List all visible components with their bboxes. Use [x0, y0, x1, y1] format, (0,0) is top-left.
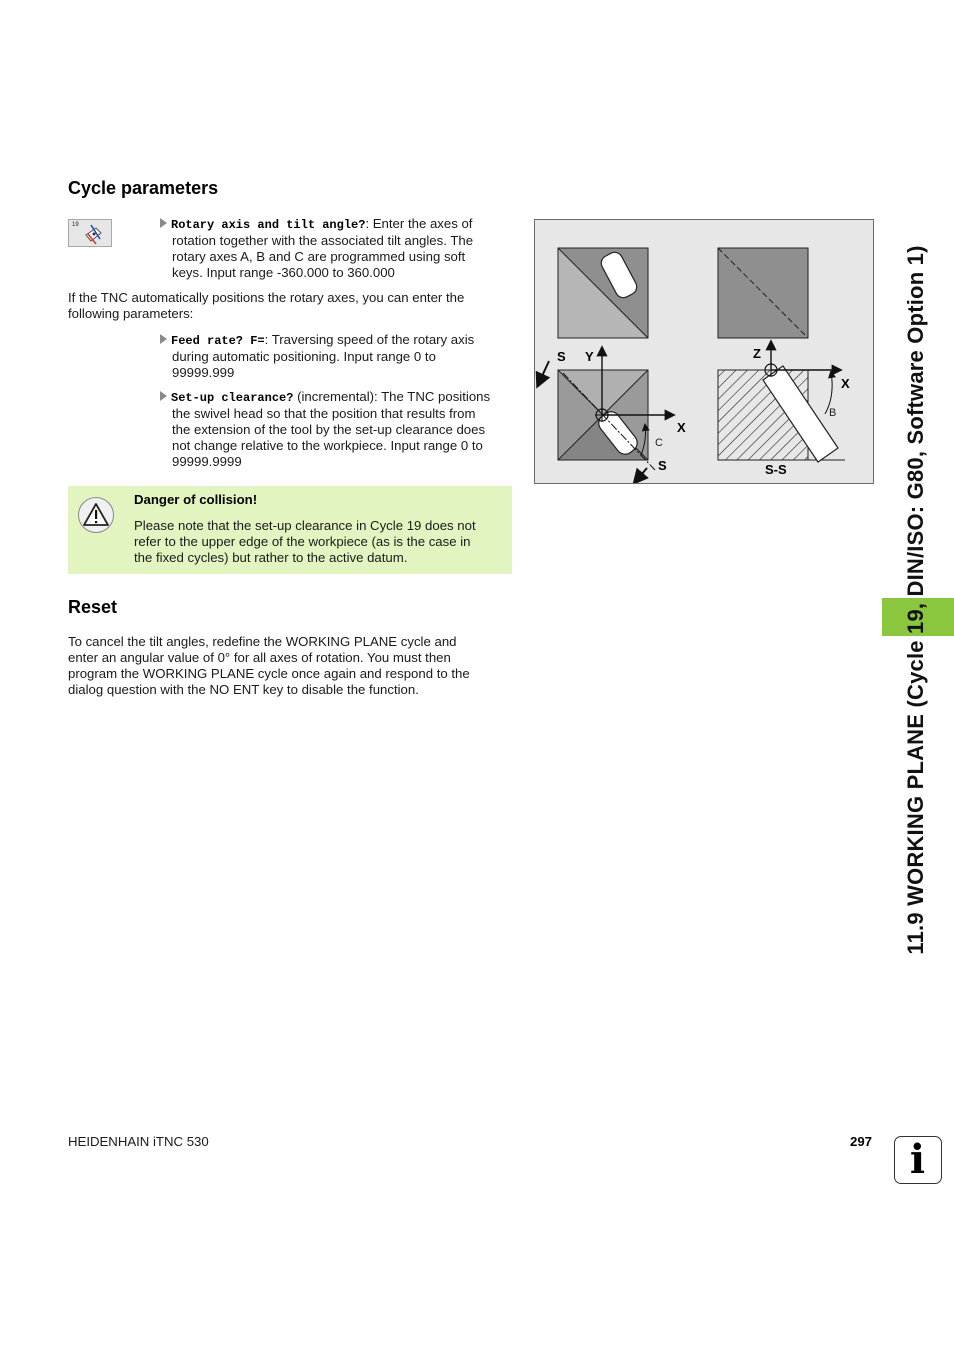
label-s-bottom: S: [658, 458, 667, 473]
bullet-arrow-icon: [160, 391, 167, 401]
param-text: (incremental): The TNC positions: [293, 389, 491, 404]
info-icon: [894, 1136, 942, 1184]
cycle-parameters-heading: Cycle parameters: [68, 178, 219, 198]
param-setup-clearance: [160, 389, 510, 470]
reset-heading: Reset: [68, 597, 118, 617]
page-number: 297: [849, 1134, 872, 1149]
param-text: keys. Input range -360.000 to 360.000: [172, 265, 395, 280]
warning-title: Danger of collision!: [134, 492, 258, 507]
warning-text: [134, 518, 506, 566]
label-section: S-S: [765, 462, 787, 477]
intro-paragraph: [68, 290, 512, 322]
label-b-angle: B: [829, 407, 837, 419]
param-text: rotation together with the associated tilt angles. The: [172, 233, 474, 248]
warning-icon: [78, 497, 114, 533]
intro-line: following parameters:: [68, 306, 194, 321]
working-plane-diagram: [535, 220, 873, 483]
param-code: Set-up clearance?: [171, 391, 294, 405]
label-x-axis-right: X: [841, 376, 850, 391]
label-y-axis: Y: [585, 349, 594, 364]
label-s-top: S: [557, 349, 566, 364]
param-code: Rotary axis and tilt angle?: [171, 218, 366, 232]
param-text: 99999.999: [172, 365, 235, 380]
param-text: : Traversing speed of the rotary axis: [264, 332, 475, 347]
bullet-arrow-icon: [160, 218, 167, 228]
softkey-number: 19: [72, 222, 79, 228]
warning-line: refer to the upper edge of the workpiece (as is the case in: [134, 534, 471, 549]
param-text: not change relative to the workpiece. Input range 0 to: [172, 438, 483, 453]
label-z-axis: Z: [753, 346, 761, 361]
reset-paragraph: [68, 634, 512, 698]
param-text: during automatic positioning. Input range 0 to: [172, 349, 436, 364]
working-plane-figure: [534, 219, 874, 484]
label-c-angle: C: [655, 437, 663, 449]
param-text: the swivel head so that the position that results from: [172, 406, 476, 421]
cycle-19-softkey-icon: [68, 219, 112, 247]
label-x-axis-left: X: [677, 420, 686, 435]
param-code: Feed rate? F=: [171, 334, 265, 348]
param-text: rotary axes A, B and C are programmed using soft: [172, 249, 466, 264]
param-text: 99999.9999: [172, 454, 242, 469]
reset-line: dialog question with the NO ENT key to disable the function.: [68, 682, 419, 697]
intro-line: If the TNC automatically positions the rotary axes, you can enter the: [68, 290, 465, 305]
param-text: : Enter the axes of: [365, 216, 473, 231]
warning-line: Please note that the set-up clearance in Cycle 19 does not: [134, 518, 476, 533]
tilt-plane-icon: [69, 220, 113, 248]
side-section-title: 11.9 WORKING PLANE (Cycle 19, DIN/ISO: G80, Software Option 1): [903, 245, 928, 955]
param-rotary-axis: [160, 216, 510, 281]
param-text: the extension of the tool by the set-up clearance does: [172, 422, 486, 437]
footer-product: HEIDENHAIN iTNC 530: [68, 1134, 209, 1149]
bullet-arrow-icon: [160, 334, 167, 344]
info-icon-letter: i: [909, 1136, 926, 1183]
reset-line: To cancel the tilt angles, redefine the WORKING PLANE cycle and: [68, 634, 457, 649]
param-feed-rate: [160, 332, 510, 381]
warning-line: the fixed cycles) but rather to the active datum.: [134, 550, 408, 565]
reset-line: program the WORKING PLANE cycle once again and respond to the: [68, 666, 470, 681]
reset-line: enter an angular value of 0° for all axes of rotation. You must then: [68, 650, 451, 665]
